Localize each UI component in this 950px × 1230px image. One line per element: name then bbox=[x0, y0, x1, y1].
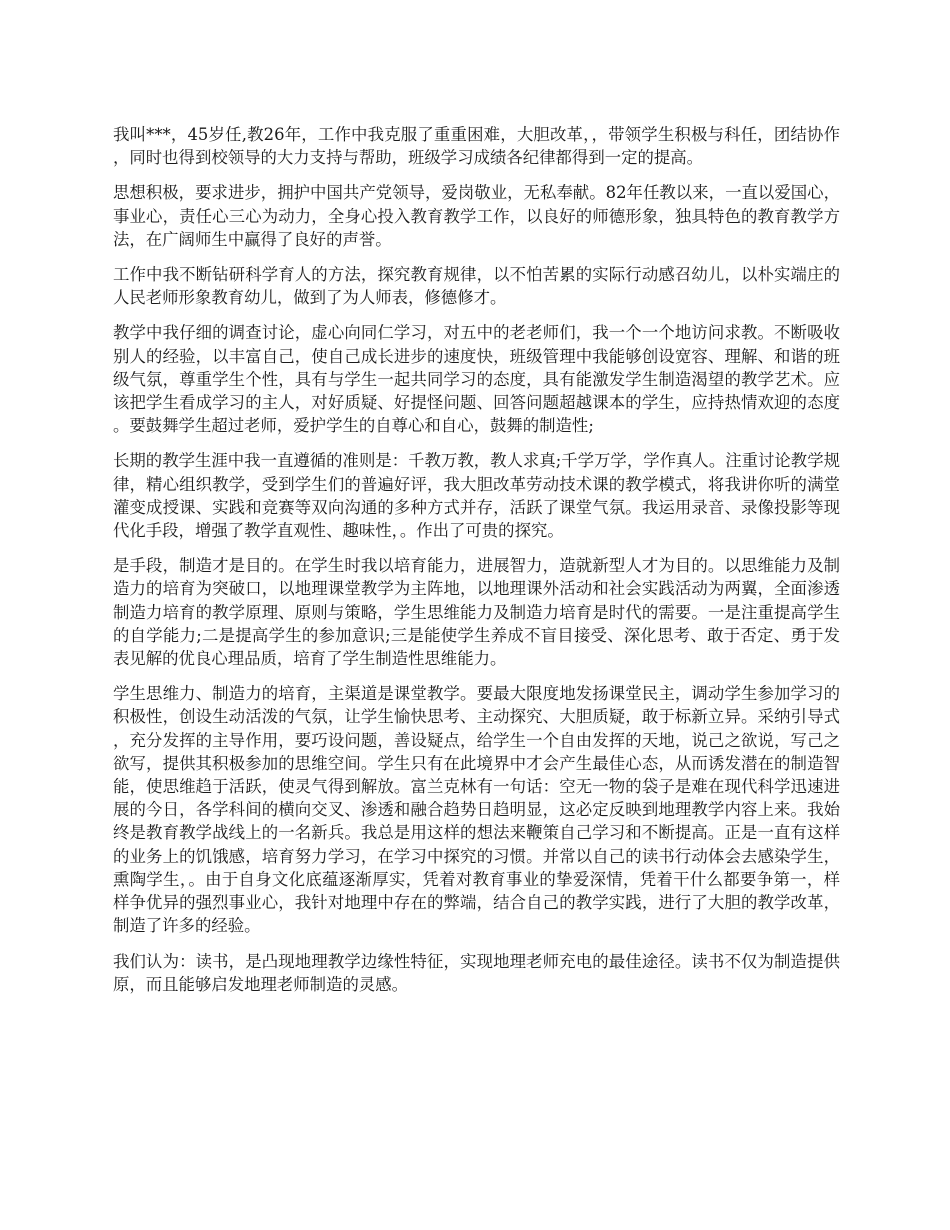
paragraph-7: 学生思维力、制造力的培育，主渠道是课堂教学。要最大限度地发扬课堂民主，调动学生参加学习的积极性，创设生动活泼的气氛，让学生愉快思考、主动探究、大胆质疑，敢于标新立异。采纳引导式，充分发挥的主导作用，要巧设问题，善设疑点，给学生一个自由发挥的天地，说己之欲说，写己之欲写，提供其积极参加的思维空间。学生只有在此境界中才会产生最佳心态，从而诱发潜在的制造智能，使思维趋于活跃，使灵气得到解放。富兰克林有一句话：空无一物的袋子是难在现代科学迅速进展的今日，各学科间的横向交叉、渗透和融合趋势日趋明显，这必定反映到地理教学内容上来。我始终是教育教学战线上的一名新兵。我总是用这样的想法来鞭策自己学习和不断提高。正是一直有这样的业务上的饥饿感，培育努力学习，在学习中探究的习惯。并常以自己的读书行动体会去感染学生，熏陶学生，。由于自身文化底蕴逐渐厚实，凭着对教育事业的挚爱深情，凭着干什么都要争第一，样样争优异的强烈事业心，我针对地理中存在的弊端，结合自己的教学实践，进行了大胆的教学改革，制造了许多的经验。 bbox=[113, 684, 840, 936]
paragraph-6: 是手段，制造才是目的。在学生时我以培育能力，进展智力，造就新型人才为目的。以思维能力及制造力的培育为突破口，以地理课堂教学为主阵地，以地理课外活动和社会实践活动为两翼，全面渗透制造力培育的教学原理、原则与策略，学生思维能力及制造力培育是时代的需要。一是注重提高学生的自学能力;二是提高学生的参加意识;三是能使学生养成不盲目接受、深化思考、敢于否定、勇于发表见解的优良心理品质，培育了学生制造性思维能力。 bbox=[113, 556, 840, 669]
paragraph-5: 长期的教学生涯中我一直遵循的准则是：千教万教，教人求真;千学万学，学作真人。注重讨论教学规律，精心组织教学，受到学生们的普遍好评，我大胆改革劳动技术课的教学模式，将我讲你听的满堂灌变成授课、实践和竞赛等双向沟通的多种方式并存，活跃了课堂气氛。我运用录音、录像投影等现代化手段，增强了教学直观性、趣味性，。作出了可贵的探究。 bbox=[113, 451, 840, 541]
paragraph-8: 我们认为：读书，是凸现地理教学边缘性特征，实现地理老师充电的最佳途径。读书不仅为制造提供原，而且能够启发地理老师制造的灵感。 bbox=[113, 951, 840, 994]
document-body bbox=[113, 123, 840, 1008]
paragraph-4: 教学中我仔细的调查讨论，虚心向同仁学习，对五中的老老师们，我一个一个地访问求教。不断吸收别人的经验，以丰富自己，使自己成长进步的速度快，班级管理中我能够创设宽容、理解、和谐的班级气氛，尊重学生个性，具有与学生一起共同学习的态度，具有能激发学生制造渴望的教学艺术。应该把学生看成学习的主人，对好质疑、好提怪问题、回答问题超越课本的学生，应持热情欢迎的态度。要鼓舞学生超过老师，爱护学生的自尊心和自心，鼓舞的制造性; bbox=[113, 323, 840, 436]
paragraph-2: 思想积极，要求进步，拥护中国共产党领导，爱岗敬业，无私奉献。82年任教以来，一直以爱国心，事业心，责任心三心为动力，全身心投入教育教学工作，以良好的师德形象，独具特色的教育教学方法，在广阔师生中赢得了良好的声誉。 bbox=[113, 183, 840, 249]
paragraph-3: 工作中我不断钻研科学育人的方法，探究教育规律，以不怕苦累的实际行动感召幼儿，以朴实端庄的人民老师形象教育幼儿，做到了为人师表，修德修才。 bbox=[113, 265, 840, 308]
paragraph-1: 我叫***，45岁任,教26年，工作中我克服了重重困难，大胆改革，，带领学生积极与科任，团结协作，同时也得到校领导的大力支持与帮助，班级学习成绩各纪律都得到一定的提高。 bbox=[113, 125, 840, 168]
